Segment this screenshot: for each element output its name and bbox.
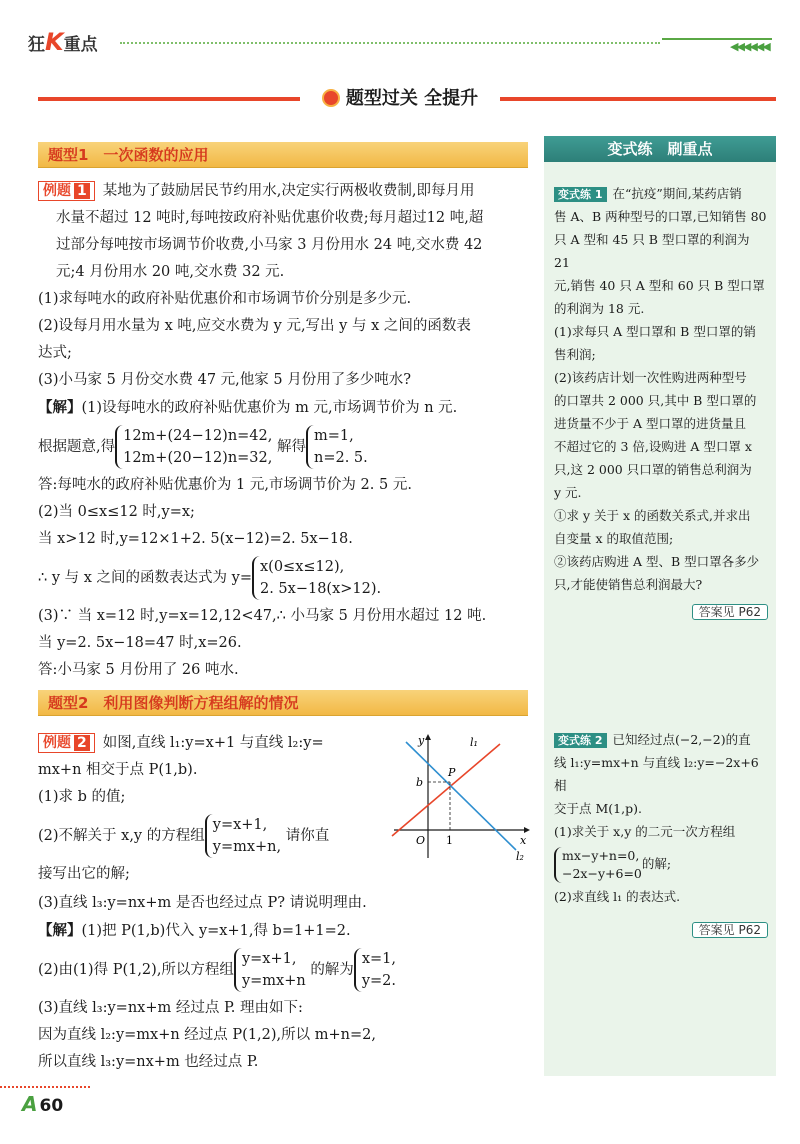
- variant-1-line-6: 售利润;: [554, 347, 596, 362]
- variant-2-badge: 变式练 2: [554, 733, 607, 748]
- variant-1-line-2: 只 A 型和 45 只 B 型口罩的利润为 21: [554, 232, 750, 270]
- solution-2-part-3c: 所以直线 l₃:y=nx+m 也经过点 P.: [38, 1054, 259, 1070]
- logo-prefix: 狂: [28, 35, 45, 55]
- logo: [28, 28, 98, 56]
- label-b: b: [416, 776, 424, 789]
- example-2-badge: 例题 2: [38, 733, 95, 753]
- variant-1: [554, 182, 768, 623]
- sol2-system: y=x+1, y=mx+n: [234, 948, 306, 992]
- line-l1: [392, 744, 500, 836]
- banner-line-left: [38, 97, 300, 101]
- label-l1: l₁: [470, 736, 478, 749]
- label-x: x: [520, 834, 527, 847]
- page-number: [22, 1092, 63, 1116]
- label-l2: l₂: [516, 850, 524, 862]
- solution-2-part-3a: (3)直线 l₃:y=nx+m 经过点 P. 理由如下:: [38, 1000, 303, 1016]
- piecewise-function: x(0≤x≤12), 2. 5x−18(x>12).: [252, 556, 381, 600]
- example-2-q1: (1)求 b 的值;: [38, 789, 126, 805]
- solution-1-answer-1: 答:每吨水的政府补贴优惠价为 1 元,市场调节价为 2. 5 元.: [38, 477, 412, 493]
- header-arrows-icon: ◀◀◀◀◀◀: [730, 40, 769, 53]
- variant-2-line-3: 交于点 M(1,p).: [554, 801, 642, 816]
- variant-1-line-7: (2)该药店计划一次性购进两种型号: [554, 370, 747, 385]
- example-1-line-2: 过部分每吨按市场调节价收费,小马家 3 月份用水 24 吨,交水费 42: [56, 237, 483, 253]
- section-2-body-bottom: [38, 890, 528, 1076]
- example-2-line-1: 例题 2 如图,直线 l₁:y=x+1 与直线 l₂:y=: [38, 730, 388, 757]
- example-2-line-2: mx+n 相交于点 P(1,b).: [38, 762, 198, 778]
- y-axis-arrow-icon: [425, 734, 431, 740]
- sol2-result: x=1, y=2.: [354, 948, 396, 992]
- variant-1-line-1: 售 A、B 两种型号的口罩,已知销售 80: [554, 209, 767, 224]
- solution-1-part-2a: (2)当 0≤x≤12 时,y=x;: [38, 504, 195, 520]
- variant-2-line-4: (1)求关于 x,y 的二元一次方程组: [554, 824, 736, 839]
- solution-2-part-2: (2)由(1)得 P(1,2),所以方程组y=x+1, y=mx+n 的解为x=1, y=2.: [38, 945, 528, 995]
- variant-2-line-5: (2)求直线 l₁ 的表达式.: [554, 889, 681, 904]
- example-1-line-0: 例题 1 某地为了鼓励居民节约用水,决定实行两极收费制,即每月用: [38, 178, 528, 205]
- banner-title: [300, 84, 500, 114]
- line-graph: [388, 732, 530, 862]
- example-1-badge: 例题 1: [38, 181, 95, 201]
- logo-k: K: [45, 28, 64, 56]
- variant-1-line-11: 只,这 2 000 只口罩的销售总利润为: [554, 462, 752, 477]
- variant-1-line-4: 的利润为 18 元.: [554, 301, 645, 316]
- variant-2: [554, 728, 768, 941]
- variant-1-line-0: 变式练 1 在“抗疫”期间,某药店销: [554, 182, 768, 205]
- variant-1-line-13: ①求 y 关于 x 的函数关系式,并求出: [554, 508, 751, 523]
- header-dotted-line: [120, 42, 660, 44]
- variant-2-line-2: 线 l₁:y=mx+n 与直线 l₂:y=−2x+6 相: [554, 755, 759, 793]
- page-logo-icon: A: [22, 1092, 38, 1116]
- variant-2-line-1: 变式练 2 已知经过点(−2,−2)的直: [554, 728, 768, 751]
- variant-1-line-3: 元,销售 40 只 A 型和 60 只 B 型口罩: [554, 278, 765, 293]
- solution-1-part-2c: ∴ y 与 x 之间的函数表达式为 y=x(0≤x≤12), 2. 5x−18(x>12).: [38, 553, 528, 603]
- variant-1-answer-link[interactable]: 答案见 P62: [692, 604, 768, 620]
- label-p: P: [448, 766, 456, 779]
- solution-1-part-3b: 当 y=2. 5x−18=47 时,x=26.: [38, 635, 242, 651]
- solution-1-part-1: 【解】(1)设每吨水的政府补贴优惠价为 m 元,市场调节价为 n 元.: [38, 399, 458, 416]
- example-1-q3: (3)小马家 5 月份交水费 47 元,他家 5 月份用了多少吨水?: [38, 372, 411, 388]
- section-1-body: [38, 178, 528, 684]
- solution-1-part-3a: (3)∵ 当 x=12 时,y=x=12,12<47,∴ 小马家 5 月份用水超过 12 吨.: [38, 608, 487, 624]
- variant-2-system: mx−y+n=0, −2x−y+6=0的解;: [554, 843, 768, 885]
- label-y: y: [418, 734, 425, 747]
- page-number-value: 60: [39, 1096, 64, 1116]
- solution-1-system: 根据题意,得12m+(24−12)n=42, 12m+(20−12)n=32, 解得m=1, n=2. 5.: [38, 422, 528, 472]
- variant-1-line-10: 不超过它的 3 倍,设购进 A 型口罩 x: [554, 439, 752, 454]
- example-1-line-3: 元;4 月份用水 20 吨,交水费 32 元.: [56, 264, 285, 280]
- example-2-q3: (3)直线 l₃:y=nx+m 是否也经过点 P? 请说明理由.: [38, 895, 367, 911]
- target-icon: [322, 89, 340, 107]
- q2-system: y=x+1, y=mx+n,: [205, 814, 281, 858]
- variant-2-equations: mx−y+n=0, −2x−y+6=0: [554, 847, 642, 883]
- example-1-line-1: 水量不超过 12 吨时,每吨按政府补贴优惠价收费;每月超过12 吨,超: [56, 210, 484, 226]
- sidebar-title: 变式练 刷重点: [544, 136, 776, 162]
- logo-suffix: 重点: [63, 35, 98, 55]
- x-axis-arrow-icon: [524, 827, 530, 833]
- variant-1-line-16: 只,才能使销售总利润最大?: [554, 577, 703, 592]
- solution-1-answer-3: 答:小马家 5 月份用了 26 吨水.: [38, 662, 239, 678]
- example-1-q2: (2)设每月用水量为 x 吨,应交水费为 y 元,写出 y 与 x 之间的函数表: [38, 318, 471, 334]
- section-2-title: 题型2 利用图像判断方程组解的情况: [38, 690, 528, 716]
- solution-1-part-2b: 当 x>12 时,y=12×1+2. 5(x−12)=2. 5x−18.: [38, 531, 353, 547]
- example-1-q1: (1)求每吨水的政府补贴优惠价和市场调节价分别是多少元.: [38, 291, 412, 307]
- variant-1-line-15: ②该药店购进 A 型、B 型口罩各多少: [554, 554, 760, 569]
- banner-text: 题型过关 全提升: [345, 88, 479, 109]
- variant-1-line-8: 的口罩共 2 000 只,其中 B 型口罩的: [554, 393, 757, 408]
- example-2-q2: (2)不解关于 x,y 的方程组y=x+1, y=mx+n, 请你直: [38, 811, 388, 861]
- solution-2-part-3b: 因为直线 l₂:y=mx+n 经过点 P(1,2),所以 m+n=2,: [38, 1027, 376, 1043]
- variant-1-badge: 变式练 1: [554, 187, 607, 202]
- footer-dotted-line: [0, 1086, 90, 1088]
- variant-1-line-14: 自变量 x 的取值范围;: [554, 531, 674, 546]
- section-2-body-top: [38, 730, 388, 888]
- example-1-q2-cont: 达式;: [38, 345, 72, 361]
- example-2-q2-cont: 接写出它的解;: [38, 866, 130, 882]
- label-origin: O: [416, 834, 426, 847]
- variant-1-line-12: y 元.: [554, 485, 582, 500]
- solution-2-part-1: 【解】(1)把 P(1,b)代入 y=x+1,得 b=1+1=2.: [38, 922, 351, 939]
- variant-1-line-5: (1)求每只 A 型口罩和 B 型口罩的销: [554, 324, 756, 339]
- variant-2-answer-link[interactable]: 答案见 P62: [692, 922, 768, 938]
- variant-1-line-9: 进货量不少于 A 型口罩的进货量且: [554, 416, 746, 431]
- label-one: 1: [446, 834, 453, 847]
- banner-line-right: [500, 97, 776, 101]
- equation-system: 12m+(24−12)n=42, 12m+(20−12)n=32,: [115, 425, 272, 469]
- section-1-title: 题型1 一次函数的应用: [38, 142, 528, 168]
- system-result: m=1, n=2. 5.: [306, 425, 368, 469]
